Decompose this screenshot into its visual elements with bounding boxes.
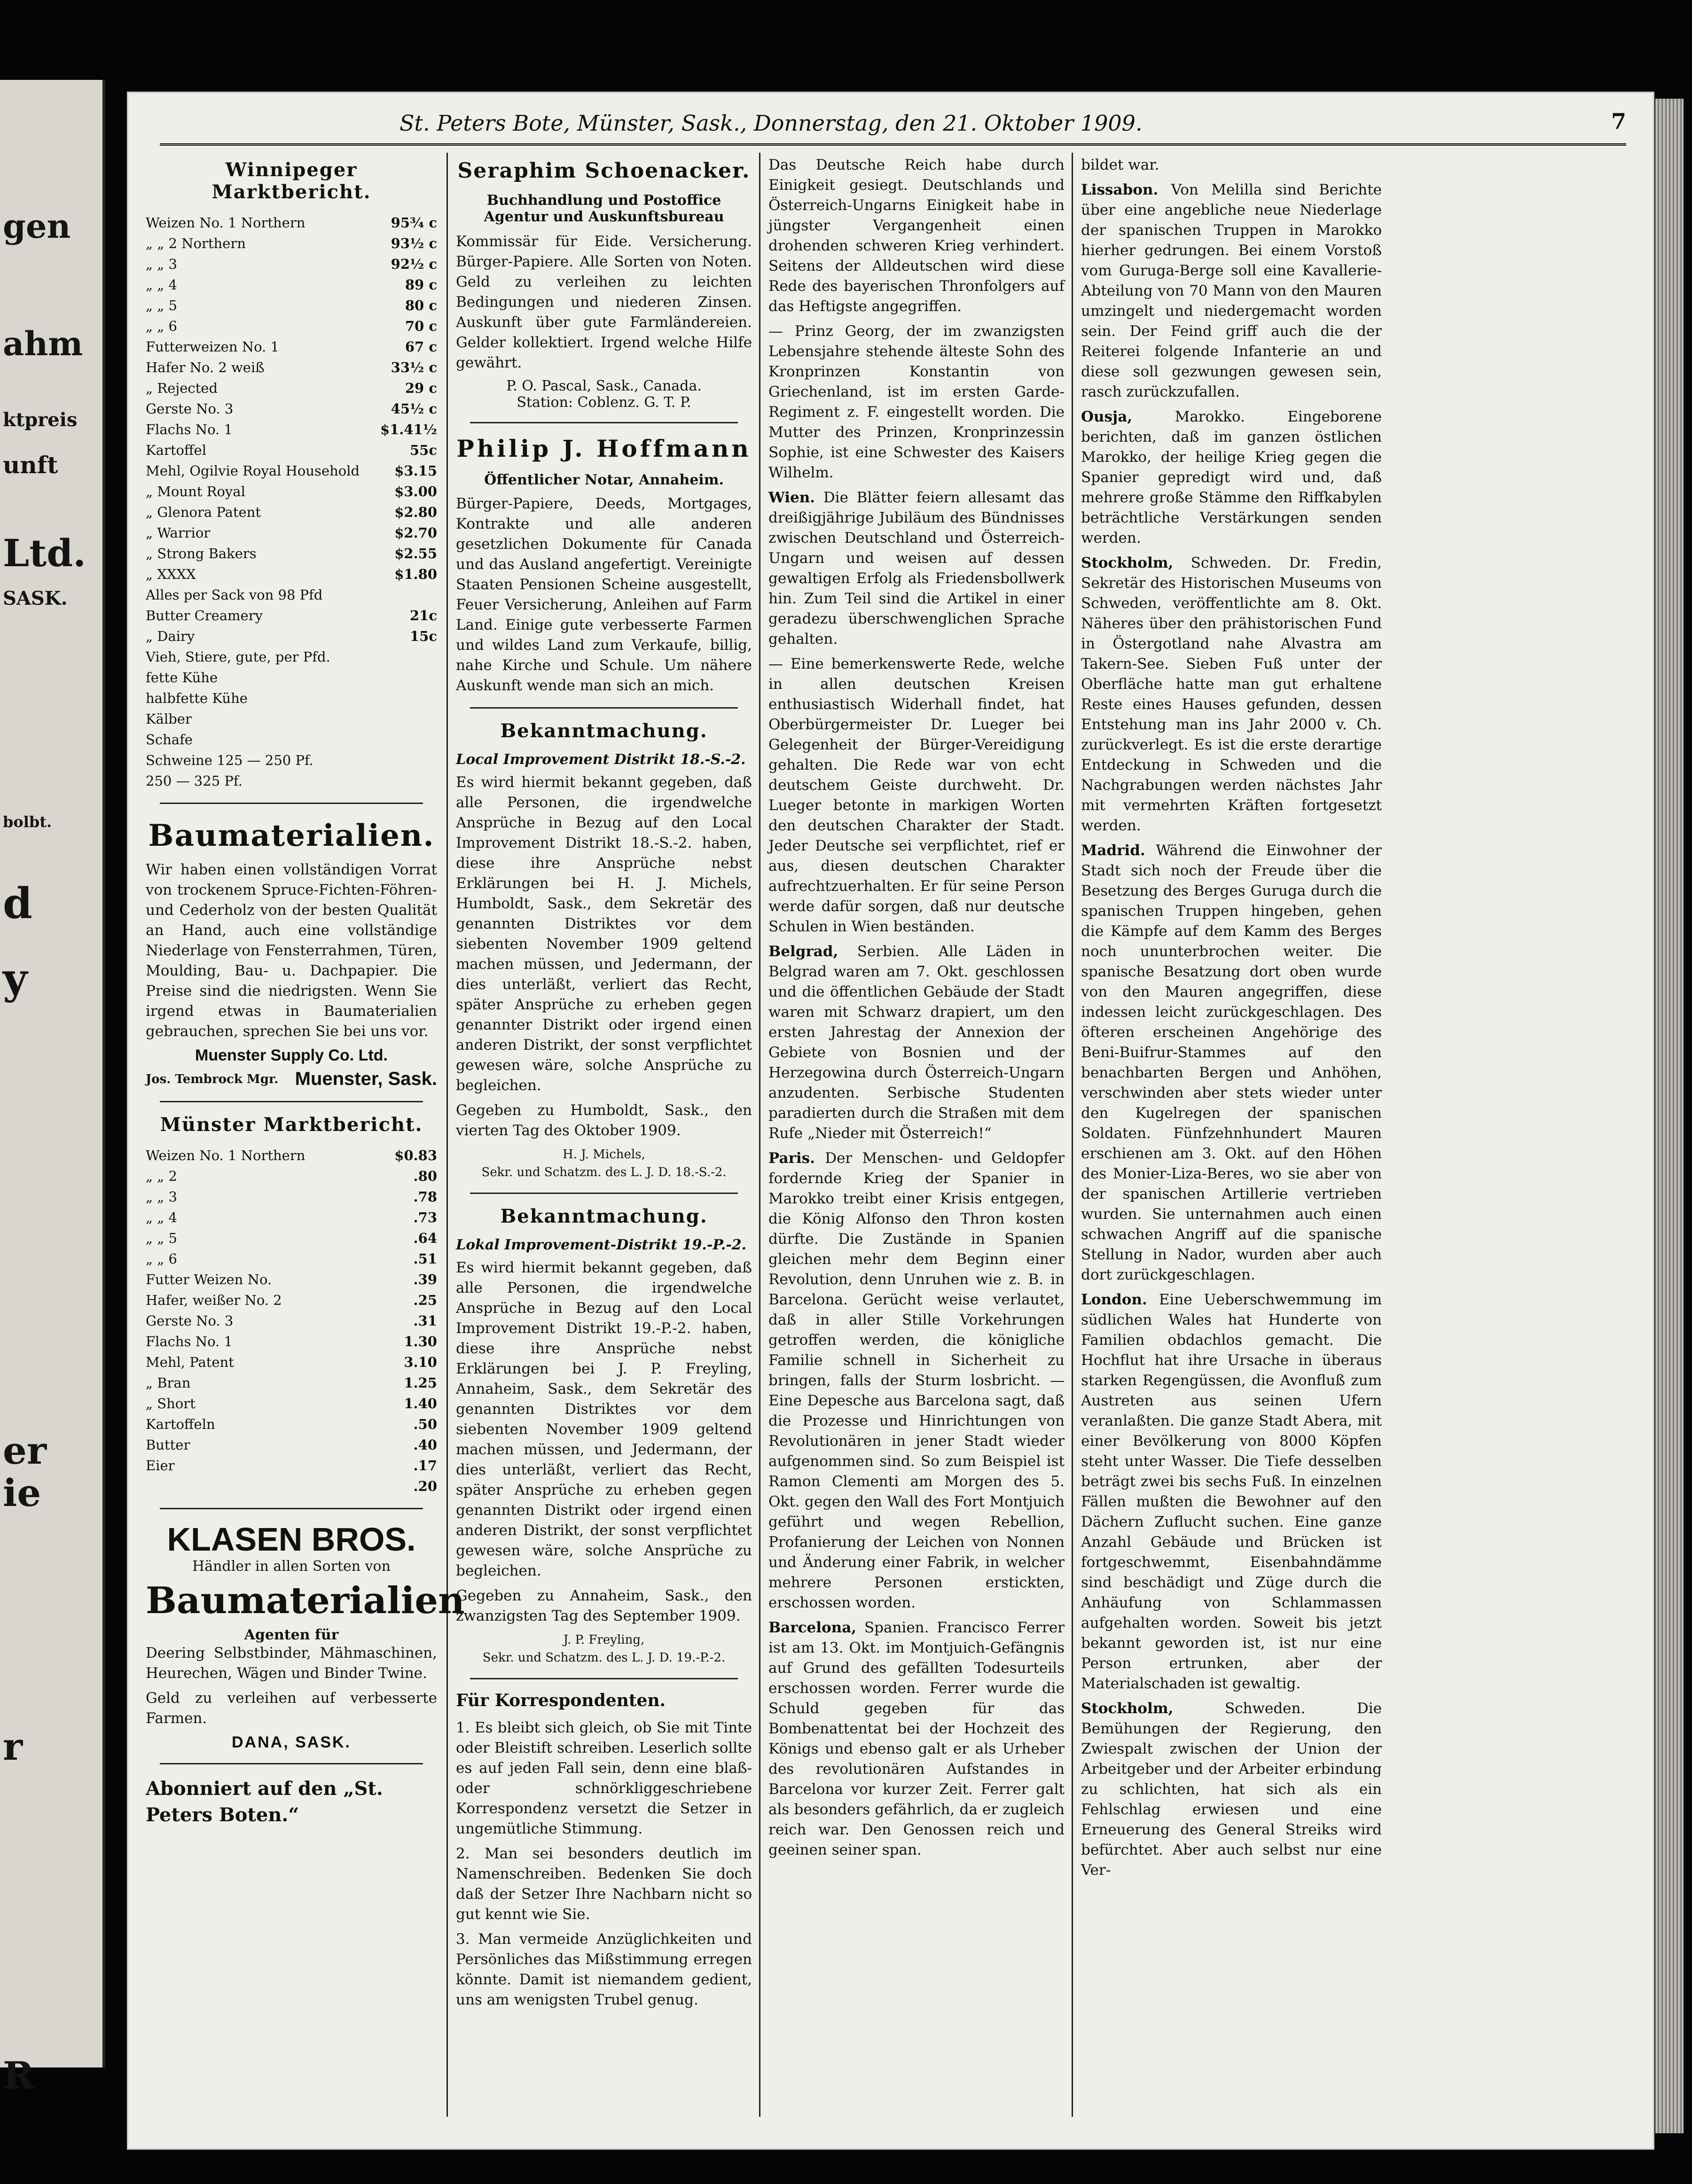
korrespondenten-title: Für Korrespondenten. — [456, 1691, 666, 1710]
price-value: 15c — [409, 628, 437, 644]
price-row — [146, 378, 437, 398]
baumaterialien-body: Wir haben einen vollständigen Vorrat von trockenem Spruce-Fichten-Föhren- und Cederholz von der besten Qualität an Hand, auch eine vollständige Niederlage von Fensterrahmen, Türen, Moulding, Bau- u. Dachpapier. Die Preise sind die niedrigsten. Wenn Sie irgend etwas in Baumaterialien gebrauchen, sprechen Sie bei uns vor. — [146, 861, 437, 1040]
column-1 — [146, 155, 465, 2138]
price-item: Mehl, Ogilvie Royal Household — [146, 463, 360, 479]
page-header — [127, 100, 1654, 141]
news-text: Eine Ueberschwemmung im südlichen Wales hat Hunderte von Familien obdachlos gemacht. Die Hochflut hat ihre Ursache in überaus starken Regengüssen, die Avonfluß zum Austreten aus seinen Ufern veranlaßten. Die ganze Stadt Abera, mit einer Bevölkerung von 8000 Köpfen steht unter Wasser. Die Tiefe desselben beträgt zwei bis sechs Fuß. In einzelnen Fällen mußten die Bewohner auf den Dächern Zuflucht suchen. Eine ganze Anzahl Gebäude und Brücken ist fortgeschwemmt, Eisenbahndämme sind beschädigt und Züge durch die Anhäufung von Schlammassen aufgehalten worden. Soweit bis jetzt bekannt geworden ist, ist nur eine Person ertrunken, aber der Materialschaden ist gewaltig. — [1081, 1291, 1382, 1692]
price-item: Butter Creamery — [146, 608, 263, 624]
price-value: .73 — [413, 1209, 437, 1225]
price-item: Weizen No. 1 Northern — [146, 215, 306, 231]
price-row — [146, 1228, 437, 1248]
price-row — [146, 1435, 437, 1455]
price-item: „ „ 5 — [146, 297, 177, 313]
klasen-line3: Agenten für — [244, 1627, 339, 1643]
price-value: 95¾ c — [391, 215, 437, 231]
price-row — [146, 1186, 437, 1207]
price-item: 250 — 325 Pf. — [146, 773, 243, 789]
muenster-title: Münster Marktbericht. — [160, 1114, 423, 1136]
price-item: „ „ 5 — [146, 1230, 177, 1246]
price-row — [146, 585, 437, 605]
prev-page-text: Ltd. — [3, 531, 86, 575]
price-row — [146, 419, 437, 440]
prev-page-text: y — [3, 954, 28, 1004]
price-item: „ XXXX — [146, 566, 196, 582]
news-paragraph — [768, 321, 1065, 483]
korrespondenten-item: 2. Man sei besonders deutlich im Namenschreiben. Bedenken Sie doch daß der Setzer Ihre Nachbarn nicht so gut kennt wie Sie. — [456, 1845, 752, 1923]
schoenacker-line1: Buchhandlung und Postoffice — [486, 192, 721, 209]
page-edge — [1655, 99, 1684, 2133]
supply-company: Muenster Supply Co. Ltd. — [195, 1046, 388, 1064]
notice1-office: Sekr. und Schatzm. des L. J. D. 18.-S.-2. — [481, 1165, 727, 1179]
price-value: $1.41½ — [380, 421, 437, 437]
news-dateline: Stockholm, — [1081, 1700, 1174, 1717]
news-dateline: Madrid. — [1081, 842, 1145, 859]
price-value: $2.55 — [394, 546, 437, 562]
column-3 — [768, 155, 1065, 2138]
news-text: — Eine bemerkenswerte Rede, welche in allen deutschen Kreisen enthusiastisch Widerhall findet, hat Oberbürgermeister Dr. Lueger bei Gelegenheit der Bürger-Vereidigung gehalten. Die Rede war von echt deutschem Geiste durchweht. Dr. Lueger betonte in markigen Worten den deutschen Charakter der Stadt. Jeder Deutsche sei verpflichtet, rief er aus, diesen deutschen Charakter aufrechtzuerhalten. Er für seine Person werde dafür sorgen, daß nur deutsche Schulen in Wien beständen. — [768, 655, 1065, 935]
price-item: „ „ 3 — [146, 1189, 177, 1205]
news-paragraph — [1081, 407, 1382, 548]
price-item: Kartoffel — [146, 442, 206, 458]
prev-page-text: ktpreis — [3, 409, 78, 431]
price-row — [146, 481, 437, 502]
news-dateline: Wien. — [768, 489, 815, 506]
price-row — [146, 1414, 437, 1435]
klasen-line5: Geld zu verleihen auf verbesserte Farmen. — [146, 1690, 437, 1727]
price-row — [146, 336, 437, 357]
prev-page-text: ie — [3, 1471, 41, 1515]
price-item: Vieh, Stiere, gute, per Pfd. — [146, 649, 330, 665]
price-value: .78 — [413, 1189, 437, 1205]
price-value: .25 — [413, 1292, 437, 1308]
page-number: 7 — [1611, 109, 1626, 134]
korrespondenten-item: 3. Man vermeide Anzüglichkeiten und Persönliches das Mißstimmung erregen könnte. Damit ist niemandem gedient, uns am wenigsten Trubel genug. — [456, 1931, 752, 2008]
price-row — [146, 316, 437, 336]
price-item: Weizen No. 1 Northern — [146, 1147, 306, 1163]
price-row — [146, 626, 437, 647]
notice2-subtitle: Lokal Improvement-Distrikt 19.-P.-2. — [456, 1237, 747, 1253]
price-value: 89 c — [405, 277, 437, 293]
column-rule — [1072, 153, 1073, 2117]
price-item: „ Glenora Patent — [146, 504, 261, 520]
price-item: Hafer No. 2 weiß — [146, 359, 265, 375]
news-paragraph — [1081, 1699, 1382, 1880]
column-4 — [1081, 155, 1382, 2138]
news-paragraph — [768, 1618, 1065, 1860]
price-item: „ Strong Bakers — [146, 546, 257, 562]
price-row — [146, 460, 437, 481]
price-row — [146, 709, 437, 729]
price-value: .50 — [413, 1416, 437, 1432]
price-value: .39 — [413, 1271, 437, 1287]
price-row — [146, 233, 437, 254]
price-item: Mehl, Patent — [146, 1354, 234, 1370]
price-value: .17 — [413, 1458, 437, 1474]
price-row — [146, 647, 437, 667]
prev-page-text: er — [3, 1428, 47, 1473]
price-value: .51 — [413, 1251, 437, 1267]
price-item: „ „ 2 Northern — [146, 235, 246, 251]
hoffmann-body: Bürger-Papiere, Deeds, Mortgages, Kontrakte und alle anderen gesetzlichen Dokumente für Canada und das Ausland angefertigt. Vereinigte Staaten Pensionen Scheine ausgestellt, Feuer Versicherung, Anleihen auf Farm Land. Einige gute verbesserte Farmen und wildes Land zum Verkaufe, billig, nahe Kirche und Schule. Um nähere Auskunft wende man sich an mich. — [456, 495, 752, 694]
price-value: .80 — [413, 1168, 437, 1184]
price-item: Flachs No. 1 — [146, 421, 233, 437]
winnipeg-price-list — [146, 212, 437, 791]
hoffmann-subtitle: Öffentlicher Notar, Annaheim. — [484, 472, 724, 488]
price-item: Futterweizen No. 1 — [146, 339, 279, 355]
prev-page-text: bolbt. — [3, 813, 52, 831]
news-text: Von Melilla sind Berichte über eine angebliche neue Niederlage der spanischen Truppen in Marokko hierher gedrungen. Bei einem Vorstoß vom Guruga-Berge soll eine Kavallerie-Abteilung von 70 Mann von den Mauren umzingelt und niedergemacht worden sein. Der Feind griff auch die der Reiterei folgende Infanterie an und diese soll gezwungen gewesen sein, rasch zurückzufallen. — [1081, 181, 1382, 400]
news-paragraph — [1081, 180, 1382, 402]
price-value: .20 — [413, 1478, 437, 1494]
news-paragraph — [1081, 841, 1382, 1285]
price-row — [146, 688, 437, 709]
price-value: 67 c — [405, 339, 437, 355]
price-item: „ Dairy — [146, 628, 195, 644]
notice2-date: Gegeben zu Annaheim, Sask., den zwanzigsten Tag des September 1909. — [456, 1587, 752, 1624]
price-row — [146, 440, 437, 460]
price-row — [146, 295, 437, 316]
klasen-line4: Deering Selbstbinder, Mähmaschinen, Heurechen, Wägen und Binder Twine. — [146, 1645, 437, 1682]
price-row — [146, 1352, 437, 1373]
klasen-line2: Baumaterialien — [146, 1579, 465, 1622]
price-value: 21c — [409, 608, 437, 624]
price-row — [146, 1207, 437, 1228]
price-row — [146, 667, 437, 688]
price-row — [146, 1455, 437, 1476]
price-value: 93½ c — [391, 235, 437, 251]
news-paragraph — [1081, 155, 1382, 175]
price-value: $2.80 — [394, 504, 437, 520]
schoenacker-name: Seraphim Schoenacker. — [457, 159, 751, 183]
price-row — [146, 502, 437, 523]
price-item: Flachs No. 1 — [146, 1334, 233, 1349]
price-row — [146, 1393, 437, 1414]
notice1-signature: H. J. Michels, — [563, 1147, 645, 1162]
price-item: „ „ 3 — [146, 256, 177, 272]
divider — [160, 803, 423, 804]
divider — [470, 1678, 738, 1679]
schoenacker-address: P. O. Pascal, Sask., Canada. — [506, 378, 702, 394]
news-text: Spanien. Francisco Ferrer ist am 13. Okt. im Montjuich-Gefängnis auf Grund des gefällten Todesurteils erschossen worden. Ferrer wurde die Schuld gegeben für das Bombenattentat bei der Hochzeit des Königs und ebenso galt er als Urheber des revolutionären Aufstandes in Barcelona vor kurzer Zeit. Ferrer galt als besonders gefährlich, da er zugleich reich war. Den Genossen reich und geeinen seiner span. — [768, 1619, 1065, 1858]
price-value: 1.30 — [404, 1334, 437, 1349]
price-item: Butter — [146, 1437, 190, 1453]
news-paragraph — [1081, 1290, 1382, 1694]
news-text: Schweden. Die Bemühungen der Regierung, den Zwiespalt zwischen der Union der Arbeitgeber und der Arbeiter erbindung zu schlichten, hat sich als ein Fehlschlag erwiesen und eine Erneuerung des General Streiks wird befürchtet. Aber auch selbst nur eine Ver- — [1081, 1700, 1382, 1879]
price-row — [146, 729, 437, 750]
price-row — [146, 1290, 437, 1310]
notice1-body: Es wird hiermit bekannt gegeben, daß alle Personen, die irgendwelche Ansprüche in Bezug auf den Local Improvement Distrikt 18.-S.-2. haben, diese ihre Ansprüche nebst Erklärungen bei H. J. Michels, Humboldt, Sask., dem Sekretär des genannten Distriktes vor dem siebenten November 1909 geltend machen müssen, und Jedermann, der dies unterläßt, verliert das Recht, später Ansprüche zu erheben gegen genannter Distrikt oder irgend einen anderen Distrikt, der sonst verpflichtet gewesen wäre, solche Ansprüche zu begleichen. — [456, 774, 752, 1094]
price-value: 45½ c — [391, 401, 437, 417]
price-item: „ „ 6 — [146, 318, 177, 334]
price-item: Kälber — [146, 711, 192, 727]
price-item: „ Short — [146, 1396, 196, 1412]
price-item: „ „ 4 — [146, 1209, 177, 1225]
news-text: Marokko. Eingeborene berichten, daß im ganzen östlichen Marokko, der heilige Krieg gegen die Spanier gepredigt wird und, daß mehrere große Stämme den Riffkabylen beträchtliche Verstärkungen senden werden. — [1081, 408, 1382, 546]
news-dateline: Stockholm, — [1081, 554, 1174, 571]
schoenacker-line2: Agentur und Auskunftsbureau — [484, 209, 724, 225]
price-row — [146, 398, 437, 419]
korrespondenten-item: 1. Es bleibt sich gleich, ob Sie mit Tinte oder Bleistift schreiben. Leserlich sollte es auf jeden Fall sein, denn eine blaß- oder schnörkliggeschriebene Korrespondenz versetzt die Setzer in ungemütliche Stimmung. — [456, 1719, 752, 1837]
schoenacker-body: Kommissär für Eide. Versicherung. Bürger-Papiere. Alle Sorten von Noten. Geld zu verleihen zu leichten Bedingungen und niederen Zinsen. Auskunft über gute Farmländereien. Gelder kollektiert. Irgend welche Hilfe gewährt. — [456, 233, 752, 371]
klasen-title: KLASEN BROS. — [167, 1521, 416, 1558]
price-item: „ Bran — [146, 1375, 191, 1391]
price-value: .31 — [413, 1313, 437, 1329]
price-value: 55c — [409, 442, 437, 458]
price-item: Schweine 125 — 250 Pf. — [146, 752, 313, 768]
price-row — [146, 1248, 437, 1269]
price-row — [146, 1373, 437, 1393]
news-text: Das Deutsche Reich habe durch Einigkeit gesiegt. Deutschlands und Österreich-Ungarns Einigkeit habe in jüngster Vergangenheit einen drohenden schweren Krieg verhindert. Seitens der Alldeutschen wird diese Rede des bayerischen Thronfolgers auf das Heftigste angegriffen. — [768, 156, 1065, 315]
price-row — [146, 1476, 437, 1497]
price-item: Futter Weizen No. — [146, 1271, 272, 1287]
news-text: Die Blätter feiern allesamt das dreißigjährige Jubiläum des Bündnisses zwischen Deutschland und Österreich-Ungarn und weisen auf dessen gewaltigen Erfolg als Friedensbollwerk hin. Zum Teil sind die Artikel in einer geradezu überschwenglichen Sprache gehalten. — [768, 489, 1065, 647]
news-paragraph — [768, 155, 1065, 317]
price-item: Kartoffeln — [146, 1416, 215, 1432]
news-text: Während die Einwohner der Stadt sich noch der Freude über die Besetzung des Berges Guruga durch die spanischen Truppen hingeben, gehen die Kämpfe auf dem Kamm des Berges noch ununterbrochen weiter. Die spanische Besatzung dort oben wurde von den Mauren angegriffen, diese indessen leicht zurückgeschlagen. Des öfteren erscheinen Angehörige des Beni-Buifrur-Stammes auf den benachbarten Bergen und Anhöhen, verschwinden aber stets wieder unter den Kugelregen der spanischen Soldaten. Fünfzehnhundert Mauren erschienen am 3. Okt. auf den Höhen des Monier-Liza-Beres, wo sie aber von der spanischen Artillerie vertrieben wurden. Sie unternahmen auch einen schwachen Angriff auf die spanische Stellung in Nador, wurden aber auch dort zurückgeschlagen. — [1081, 842, 1382, 1283]
price-item: Schafe — [146, 732, 193, 748]
notice1-subtitle: Local Improvement Distrikt 18.-S.-2. — [456, 751, 746, 768]
price-item: Hafer, weißer No. 2 — [146, 1292, 282, 1308]
price-item: „ „ 4 — [146, 277, 177, 293]
price-item: fette Kühe — [146, 670, 218, 686]
price-row — [146, 1145, 437, 1166]
muenster-price-list — [146, 1145, 437, 1497]
price-item: Alles per Sack von 98 Pfd — [146, 587, 323, 603]
price-value: $3.00 — [394, 484, 437, 499]
price-item: „ „ 2 — [146, 1168, 177, 1184]
news-paragraph — [768, 1148, 1065, 1613]
price-row — [146, 771, 437, 791]
news-dateline: Ousja, — [1081, 408, 1133, 425]
price-value: .40 — [413, 1437, 437, 1453]
prev-page-text: SASK. — [3, 587, 68, 609]
newspaper-page — [127, 92, 1654, 2150]
price-item: halbfette Kühe — [146, 690, 248, 706]
price-row — [146, 1331, 437, 1352]
price-value: 3.10 — [404, 1354, 437, 1370]
header-rule — [160, 143, 1626, 146]
news-dateline: London. — [1081, 1291, 1147, 1308]
header-line: St. Peters Bote, Münster, Sask., Donnerstag, den 21. Oktober 1909. — [400, 110, 1143, 136]
news-text: Schweden. Dr. Fredin, Sekretär des Historischen Museums von Schweden, veröffentlichte am 8. Okt. Näheres über den prähistorischen Fund in Östergotland nahe Alvastra am Takern-See. Sieben Fuß unter der Oberfläche hatte man gut erhaltene Reste eines Hauses gefunden, dessen Entstehung man ins Jahr 2000 v. Ch. zurückverlegt. Es ist die erste derartige Entdeckung in Schweden und die Nachgrabungen werden nächstes Jahr mit vermehrten Kräften fortgesetzt werden. — [1081, 554, 1382, 834]
price-value: $1.80 — [394, 566, 437, 582]
news-dateline: Paris. — [768, 1150, 815, 1167]
divider — [470, 422, 738, 423]
price-row — [146, 1310, 437, 1331]
column-2 — [456, 155, 752, 2138]
klasen-location: DANA, SASK. — [231, 1733, 352, 1751]
news-paragraph — [1081, 553, 1382, 836]
winnipeg-title: Winnipeger Marktbericht. — [212, 159, 371, 203]
price-value: .64 — [413, 1230, 437, 1246]
price-item: „ Warrior — [146, 525, 211, 541]
news-dateline: Barcelona, — [768, 1619, 857, 1636]
column-rule — [446, 153, 448, 2117]
news-paragraph — [768, 654, 1065, 937]
notice1-date: Gegeben zu Humboldt, Sask., den vierten Tag des Oktober 1909. — [456, 1102, 752, 1139]
notice2-title: Bekanntmachung. — [500, 1205, 708, 1227]
price-item: „ Rejected — [146, 380, 218, 396]
price-value: $0.83 — [394, 1147, 437, 1163]
price-value: $3.15 — [394, 463, 437, 479]
price-row — [146, 605, 437, 626]
supply-location: Muenster, Sask. — [295, 1069, 437, 1089]
news-paragraph — [768, 488, 1065, 649]
news-paragraph — [768, 942, 1065, 1144]
previous-page-fragment — [0, 80, 105, 2098]
baumaterialien-title: Baumaterialien. — [148, 818, 435, 853]
price-row — [146, 523, 437, 543]
divider — [470, 707, 738, 709]
price-value: 92½ c — [391, 256, 437, 272]
price-item: „ „ 6 — [146, 1251, 177, 1267]
divider — [470, 1193, 738, 1194]
supply-manager: Jos. Tembrock Mgr. — [146, 1072, 279, 1086]
notice1-title: Bekanntmachung. — [500, 720, 708, 742]
prev-page-text: r — [3, 1724, 23, 1769]
notice2-signature: J. P. Freyling, — [563, 1633, 645, 1647]
abonniert-notice: Abonniert auf den „St. Peters Boten.“ — [146, 1778, 383, 1826]
price-value: 33½ c — [391, 359, 437, 375]
price-value: 29 c — [405, 380, 437, 396]
news-text: Serbien. Alle Läden in Belgrad waren am 7. Okt. geschlossen und die öffentlichen Gebäude der Stadt waren mit Schwarz drapiert, um den ersten Jahrestag der Annexion der Gebiete von Bosnien und der Herzegowina durch Österreich-Ungarn anzudenten. Serbische Studenten paradierten durch die Straßen mit dem Rufe „Nieder mit Österreich!“ — [768, 943, 1065, 1142]
price-value: 1.25 — [404, 1375, 437, 1391]
price-item: Gerste No. 3 — [146, 401, 234, 417]
price-row — [146, 1166, 437, 1186]
notice2-body: Es wird hiermit bekannt gegeben, daß alle Personen, die irgendwelche Ansprüche in Bezug auf den Local Improvement Distrikt 19.-P.-2. haben, diese ihre Ansprüche nebst Erklärungen bei J. P. Freyling, Annaheim, Sask., dem Sekretär des genannten Distriktes vor dem siebenten November 1909 geltend machen müssen, und Jedermann, der dies unterläßt, verliert das Recht, später Ansprüche zu erheben gegen genannten Distrikt oder irgend einen anderen Distrikt, der sonst verpflichtet gewesen wäre, solche Ansprüche zu begleichen. — [456, 1259, 752, 1579]
price-row — [146, 212, 437, 233]
price-row — [146, 274, 437, 295]
news-text: Der Menschen- und Geldopfer fordernde Krieg der Spanier in Marokko treibt einer Krisis entgegen, die König Alfonso den Thron kosten dürfte. Die Zustände in Spanien gleichen mehr dem Beginn einer Revolution, denn Unruhen wie z. B. in Barcelona. Gerücht weise verlautet, daß in aller Stille Vorkehrungen getroffen werden, die königliche Familie schnell in Sicherheit zu bringen, falls der Sturm losbricht. — Eine Depesche aus Barcelona sagt, daß die Prozesse und Hinrichtungen von Revolutionären in jener Stadt wieder aufgenommen sind. So zum Beispiel ist Ramon Clementi am Morgen des 5. Okt. gegen den Wall des Fort Montjuich geführt und wegen Rebellion, Profanierung der Leichen von Nonnen und Änderung einer Fabrik, in welcher mehrere Personen erstickten, erschossen worden. — [768, 1150, 1065, 1611]
hoffmann-name: Philip J. Hoffmann — [456, 435, 752, 462]
price-value: 1.40 — [404, 1396, 437, 1412]
price-row — [146, 1269, 437, 1290]
column-rule — [759, 153, 760, 2117]
price-row — [146, 254, 437, 274]
prev-page-text: ahm — [3, 324, 83, 363]
price-row — [146, 564, 437, 585]
price-row — [146, 543, 437, 564]
prev-page-text: gen — [3, 207, 71, 246]
prev-page-text: R — [3, 2053, 34, 2098]
news-dateline: Lissabon. — [1081, 181, 1159, 198]
divider — [160, 1101, 423, 1102]
price-item: Gerste No. 3 — [146, 1313, 234, 1329]
divider — [160, 1508, 423, 1509]
news-text: — Prinz Georg, der im zwanzigsten Lebensjahre stehende älteste Sohn des Kronprinzen Konstantin von Griechenland, ist im ersten Garde-Regiment z. F. eingestellt worden. Die Mutter des Prinzen, Kronprinzessin Sophie, ist eine Schwester des Kaisers Wilhelm. — [768, 323, 1065, 481]
price-item: „ Mount Royal — [146, 484, 245, 499]
price-row — [146, 357, 437, 378]
news-dateline: Belgrad, — [768, 943, 838, 960]
schoenacker-station: Station: Coblenz. G. T. P. — [517, 394, 691, 411]
prev-page-text: d — [3, 879, 32, 928]
notice2-office: Sekr. und Schatzm. des L. J. D. 19.-P.-2. — [482, 1651, 726, 1665]
price-value: 70 c — [405, 318, 437, 334]
price-value: 80 c — [405, 297, 437, 313]
price-item: Eier — [146, 1458, 175, 1474]
news-text: bildet war. — [1081, 156, 1159, 173]
price-value: $2.70 — [394, 525, 437, 541]
price-row — [146, 750, 437, 771]
divider — [160, 1763, 423, 1764]
prev-page-text: unft — [3, 451, 58, 479]
klasen-line1: Händler in allen Sorten von — [192, 1558, 391, 1575]
